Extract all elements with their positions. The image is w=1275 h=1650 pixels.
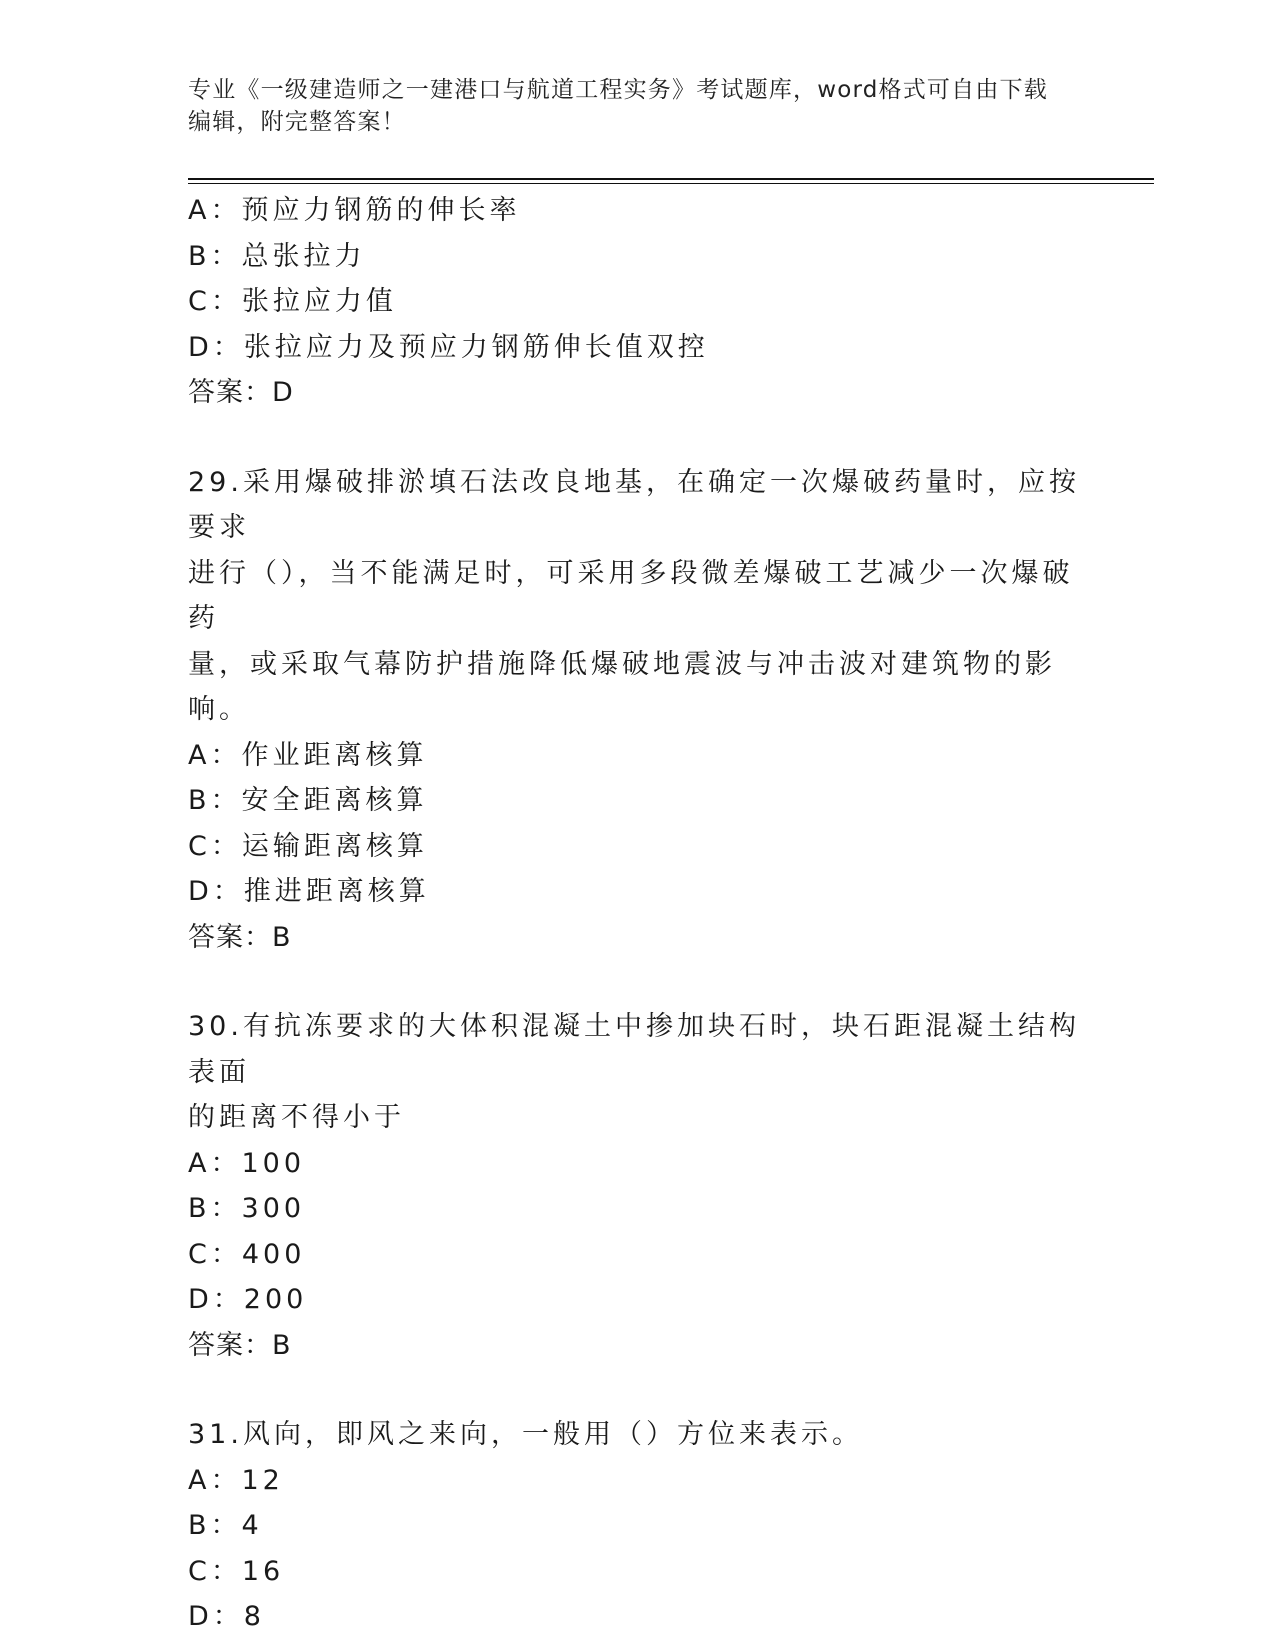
question-stem-line: 的距离不得小于 — [188, 1102, 405, 1133]
header-line-1: 专业《一级建造师之一建港口与航道工程实务》考试题库，word格式可自由下载 — [188, 77, 1048, 103]
option-a: A：100 — [188, 1147, 306, 1179]
option-d: D：8 — [188, 1601, 265, 1632]
option-a: A：作业距离核算 — [188, 739, 428, 771]
question-stem-line: 30.有抗冻要求的大体积混凝土中掺加块石时，块石距混凝土结构表面 — [188, 1011, 1080, 1088]
answer-line: 答案：B — [188, 1329, 292, 1361]
question-stem-line: 29.采用爆破排淤填石法改良地基，在确定一次爆破药量时，应按要求 — [188, 466, 1080, 543]
header-divider-thick — [188, 178, 1154, 180]
question-29 — [188, 460, 1088, 961]
option-b: B：总张拉力 — [188, 240, 366, 272]
option-a: A：12 — [188, 1464, 284, 1496]
option-c: C：张拉应力值 — [188, 286, 397, 317]
header-divider-thin — [188, 183, 1154, 184]
question-31 — [188, 1412, 1088, 1640]
option-b: B：300 — [188, 1193, 306, 1224]
option-d: D：200 — [188, 1284, 308, 1315]
option-c: C：16 — [188, 1555, 285, 1587]
option-d: D：推进距离核算 — [188, 876, 430, 907]
question-28 — [188, 188, 1088, 416]
option-a: A：预应力钢筋的伸长率 — [188, 195, 521, 226]
question-stem-line: 31.风向，即风之来向，一般用（）方位来表示。 — [188, 1419, 863, 1450]
option-b: B：4 — [188, 1510, 263, 1541]
option-c: C：运输距离核算 — [188, 830, 428, 862]
answer-line: 答案：D — [188, 377, 294, 408]
question-stem-line: 进行（），当不能满足时，可采用多段微差爆破工艺减少一次爆破药 — [188, 557, 1074, 634]
option-c: C：400 — [188, 1238, 306, 1270]
document-header — [188, 74, 1068, 138]
answer-line: 答案：B — [188, 921, 292, 953]
header-line-2: 编辑，附完整答案！ — [188, 109, 406, 135]
option-b: B：安全距离核算 — [188, 785, 428, 816]
document-body — [188, 188, 1088, 1640]
question-30 — [188, 1004, 1088, 1368]
question-stem-line: 量，或采取气幕防护措施降低爆破地震波与冲击波对建筑物的影响。 — [188, 648, 1056, 725]
option-d: D：张拉应力及预应力钢筋伸长值双控 — [188, 331, 709, 363]
